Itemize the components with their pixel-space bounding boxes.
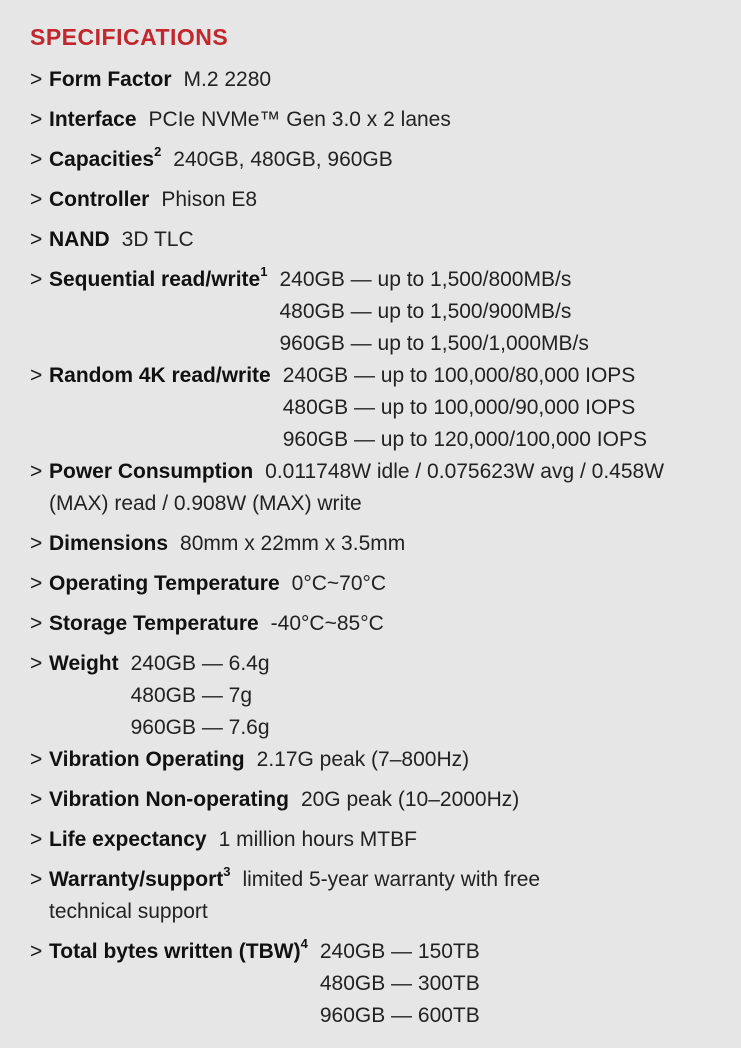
- spec-label: Power Consumption: [49, 460, 254, 483]
- spec-value-line: 240GB — up to 1,500/800MB/s: [279, 268, 572, 291]
- spec-value-line: 480GB — up to 1,500/900MB/s: [279, 300, 572, 323]
- spec-value-line: 960GB — 600TB: [319, 1004, 480, 1027]
- chevron-right-icon: >: [30, 868, 43, 891]
- chevron-right-icon: >: [30, 940, 43, 963]
- chevron-right-icon: >: [30, 148, 43, 171]
- chevron-right-icon: >: [30, 532, 43, 555]
- spec-vibration-operating: [30, 744, 711, 776]
- footnote-marker: 2: [154, 144, 162, 159]
- spec-value: limited 5-year warranty with free technical support: [49, 868, 541, 923]
- spec-weight: [30, 648, 711, 744]
- spec-label: NAND: [49, 228, 110, 251]
- spec-capacities: [30, 144, 711, 176]
- spec-label: Random 4K read/write: [49, 364, 271, 387]
- chevron-right-icon: >: [30, 188, 43, 211]
- spec-value: 1 million hours MTBF: [218, 828, 417, 851]
- spec-total-bytes-written: [30, 936, 711, 1032]
- spec-value-line: 480GB — 7g: [130, 684, 253, 707]
- spec-value: -40°C~85°C: [270, 612, 384, 635]
- spec-label: [49, 144, 162, 171]
- spec-value: 3D TLC: [121, 228, 194, 251]
- spec-interface: [30, 104, 711, 136]
- chevron-right-icon: >: [30, 612, 43, 635]
- spec-values: [131, 648, 270, 744]
- spec-form-factor: [30, 64, 711, 96]
- spec-label-text: Sequential read/write: [49, 268, 261, 291]
- spec-list: [30, 64, 711, 1032]
- chevron-right-icon: >: [30, 228, 43, 251]
- spec-label: Dimensions: [49, 532, 169, 555]
- spec-label-text: Capacities: [49, 148, 155, 171]
- spec-label: [49, 936, 308, 968]
- spec-label: [49, 864, 231, 891]
- spec-value-line: 240GB — up to 100,000/80,000 IOPS: [282, 364, 636, 387]
- spec-label: Form Factor: [49, 68, 172, 91]
- section-heading: SPECIFICATIONS: [30, 24, 229, 50]
- spec-sequential-read-write: [30, 264, 711, 360]
- spec-dimensions: [30, 528, 711, 560]
- spec-label: Operating Temperature: [49, 572, 280, 595]
- spec-label: Life expectancy: [49, 828, 207, 851]
- spec-values: [320, 936, 480, 1032]
- spec-label-text: Warranty/support: [49, 868, 224, 891]
- spec-value-line: 960GB — up to 1,500/1,000MB/s: [279, 332, 589, 355]
- spec-label: Storage Temperature: [49, 612, 259, 635]
- spec-value-line: 480GB — up to 100,000/90,000 IOPS: [282, 396, 636, 419]
- spec-controller: [30, 184, 711, 216]
- chevron-right-icon: >: [30, 788, 43, 811]
- chevron-right-icon: >: [30, 460, 43, 483]
- chevron-right-icon: >: [30, 108, 43, 131]
- spec-value: 80mm x 22mm x 3.5mm: [180, 532, 406, 555]
- spec-value: 0.011748W idle / 0.075623W avg / 0.458W (MAX) read / 0.908W (MAX) write: [49, 460, 665, 515]
- spec-nand: [30, 224, 711, 256]
- footnote-marker: 1: [260, 264, 268, 279]
- spec-operating-temperature: [30, 568, 711, 600]
- spec-label: Interface: [49, 108, 137, 131]
- spec-random-4k-read-write: [30, 360, 711, 456]
- spec-value: Phison E8: [161, 188, 258, 211]
- chevron-right-icon: >: [30, 268, 43, 291]
- chevron-right-icon: >: [30, 828, 43, 851]
- spec-power-consumption: [30, 456, 711, 520]
- spec-value: 0°C~70°C: [291, 572, 387, 595]
- spec-values: [283, 360, 647, 456]
- spec-value: M.2 2280: [183, 68, 272, 91]
- spec-label: Vibration Operating: [49, 748, 245, 771]
- footnote-marker: 4: [300, 936, 308, 951]
- spec-value: 20G peak (10–2000Hz): [300, 788, 520, 811]
- spec-value-line: 480GB — 300TB: [319, 972, 480, 995]
- spec-warranty-support: [30, 864, 711, 928]
- spec-label: [49, 264, 267, 296]
- spec-life-expectancy: [30, 824, 711, 856]
- spec-value-line: 240GB — 150TB: [319, 940, 480, 963]
- footnote-marker: 3: [223, 864, 231, 879]
- spec-value: 2.17G peak (7–800Hz): [256, 748, 470, 771]
- spec-value-line: 240GB — 6.4g: [130, 652, 270, 675]
- chevron-right-icon: >: [30, 748, 43, 771]
- spec-values: [279, 264, 588, 360]
- spec-value-line: 960GB — 7.6g: [130, 716, 270, 739]
- chevron-right-icon: >: [30, 572, 43, 595]
- spec-value-line: 960GB — up to 120,000/100,000 IOPS: [282, 428, 647, 451]
- chevron-right-icon: >: [30, 364, 43, 387]
- spec-label: Weight: [49, 652, 119, 675]
- spec-vibration-non-operating: [30, 784, 711, 816]
- spec-value: PCIe NVMe™ Gen 3.0 x 2 lanes: [148, 108, 451, 131]
- chevron-right-icon: >: [30, 652, 43, 675]
- spec-storage-temperature: [30, 608, 711, 640]
- spec-value: 240GB, 480GB, 960GB: [173, 148, 393, 171]
- spec-label: Vibration Non-operating: [49, 788, 289, 811]
- spec-label: Controller: [49, 188, 150, 211]
- chevron-right-icon: >: [30, 68, 43, 91]
- spec-label-text: Total bytes written (TBW): [49, 940, 301, 963]
